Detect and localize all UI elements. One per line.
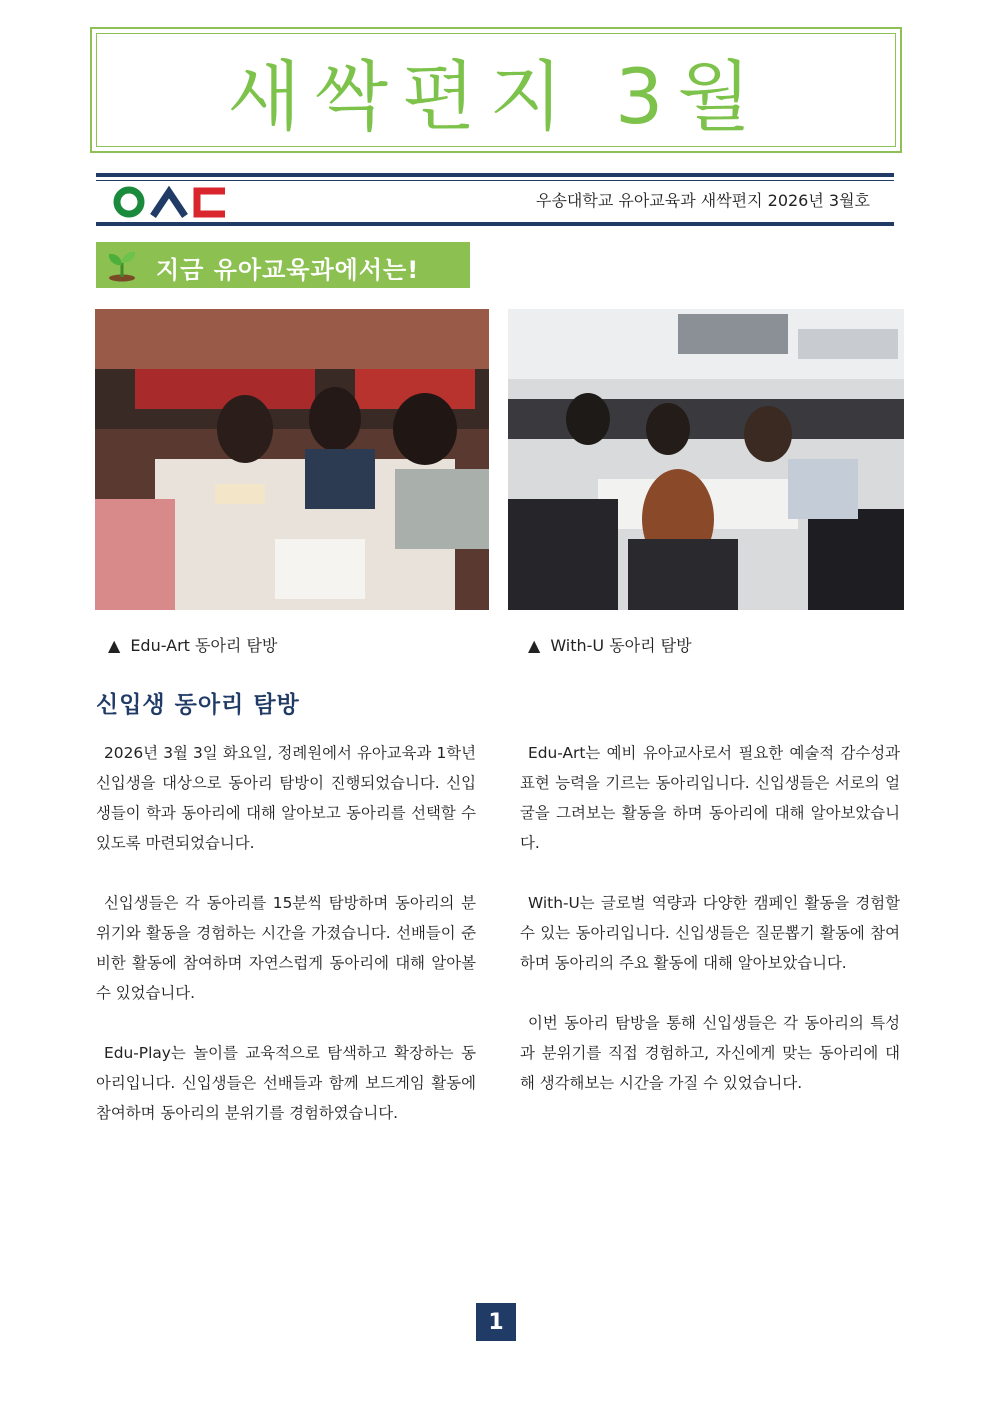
section-header — [96, 242, 470, 288]
newsletter-title: 새싹편지 3월 — [227, 51, 765, 141]
title-box — [90, 27, 902, 153]
article-paragraph: 2026년 3월 3일 화요일, 정례원에서 유아교육과 1학년 신입생을 대상으로 동아리 탐방이 진행되었습니다. 신입생들이 학과 동아리에 대해 알아보고 동아리를 선택할 수 있도록 마련되었습니다. — [96, 744, 476, 852]
photo-caption-with-u — [528, 633, 692, 656]
photo-caption-text: With-U 동아리 탐방 — [550, 636, 692, 655]
article-paragraph: Edu-Art는 예비 유아교사로서 필요한 예술적 감수성과 표현 능력을 기르는 동아리입니다. 신입생들은 서로의 얼굴을 그려보는 활동을 하며 동아리에 대해 알아보았습니다. — [520, 744, 900, 852]
caption-marker: ▲ — [528, 636, 541, 655]
article-column-left — [96, 738, 476, 1158]
wsu-logo-icon — [113, 186, 228, 218]
caption-marker: ▲ — [108, 636, 121, 655]
masthead-rule-top-thin — [96, 180, 894, 181]
article-paragraph: With-U는 글로벌 역량과 다양한 캠페인 활동을 경험할 수 있는 동아리입니다. 신입생들은 질문뽑기 활동에 참여하며 동아리의 주요 활동에 대해 알아보았습니다. — [520, 894, 900, 972]
article-paragraph: 이번 동아리 탐방을 통해 신입생들은 각 동아리의 특성과 분위기를 직접 경험하고, 자신에게 맞는 동아리에 대해 생각해보는 시간을 가질 수 있었습니다. — [520, 1014, 900, 1092]
sprout-icon — [104, 248, 140, 282]
photo-edu-art — [95, 309, 489, 610]
page-number: 1 — [476, 1303, 516, 1341]
masthead-text: 우송대학교 유아교육과 새싹편지 2026년 3월호 — [536, 191, 870, 210]
photo-with-u — [508, 309, 904, 610]
section-heading: 지금 유아교육과에서는! — [156, 256, 420, 284]
article-title: 신입생 동아리 탐방 — [96, 692, 300, 718]
photo-caption-edu-art — [108, 633, 277, 656]
article-paragraph: Edu-Play는 놀이를 교육적으로 탐색하고 확장하는 동아리입니다. 신입생들은 선배들과 함께 보드게임 활동에 참여하며 동아리의 분위기를 경험하였습니다. — [96, 1044, 476, 1122]
masthead-rule-top — [96, 173, 894, 177]
photo-caption-text: Edu-Art 동아리 탐방 — [130, 636, 278, 655]
masthead-rule-bottom — [96, 222, 894, 226]
article-paragraph: 신입생들은 각 동아리를 15분씩 탐방하며 동아리의 분위기와 활동을 경험하는 시간을 가졌습니다. 선배들이 준비한 활동에 참여하며 자연스럽게 동아리에 대해 알아볼 수 있었습니다. — [96, 894, 476, 1002]
article-column-right — [520, 738, 900, 1128]
